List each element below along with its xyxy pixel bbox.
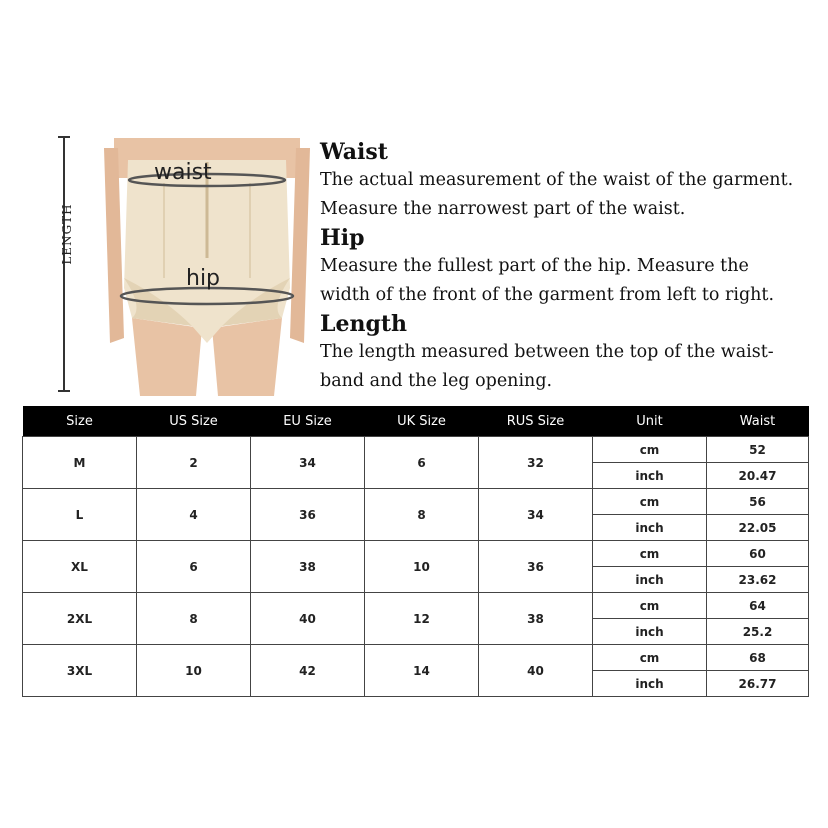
hip-label: hip [186,266,221,291]
cell-eu-size: 36 [251,489,365,541]
cell-size: M [23,437,137,489]
table-row [23,593,809,619]
cell-size: XL [23,541,137,593]
cell-waist: 56 [707,489,809,515]
header-size: Size [23,406,137,437]
cell-waist: 60 [707,541,809,567]
cell-size: 3XL [23,645,137,697]
header-waist: Waist [707,406,809,437]
cell-unit: cm [593,593,707,619]
cell-unit: cm [593,645,707,671]
header-uk-size: UK Size [365,406,479,437]
cell-waist: 23.62 [707,567,809,593]
table-row [23,541,809,567]
cell-waist: 22.05 [707,515,809,541]
header-eu-size: EU Size [251,406,365,437]
cell-eu-size: 38 [251,541,365,593]
cell-unit: cm [593,541,707,567]
garment-illustration [40,132,310,396]
table-row [23,489,809,515]
cell-rus-size: 36 [479,541,593,593]
cell-rus-size: 34 [479,489,593,541]
model-figure [104,138,310,396]
size-chart-table [22,406,809,697]
cell-size: L [23,489,137,541]
length-heading: Length [320,311,408,337]
cell-waist: 64 [707,593,809,619]
table-row [23,645,809,671]
cell-uk-size: 8 [365,489,479,541]
cell-rus-size: 32 [479,437,593,489]
waist-desc-line1: The actual measurement of the waist of the garment. [320,170,794,190]
cell-uk-size: 14 [365,645,479,697]
cell-us-size: 8 [137,593,251,645]
cell-rus-size: 38 [479,593,593,645]
length-desc-line1: The length measured between the top of the waist- [320,342,774,362]
cell-us-size: 6 [137,541,251,593]
cell-eu-size: 40 [251,593,365,645]
cell-us-size: 10 [137,645,251,697]
hip-desc-line1: Measure the fullest part of the hip. Measure the [320,256,749,276]
cell-eu-size: 42 [251,645,365,697]
length-label: LENGTH [60,203,74,265]
header-us-size: US Size [137,406,251,437]
cell-uk-size: 10 [365,541,479,593]
waist-desc-line2: Measure the narrowest part of the waist. [320,199,686,219]
table-header-row [23,406,809,437]
waist-label: waist [154,160,212,185]
header-unit: Unit [593,406,707,437]
header-rus-size: RUS Size [479,406,593,437]
cell-us-size: 4 [137,489,251,541]
cell-waist: 25.2 [707,619,809,645]
cell-waist: 26.77 [707,671,809,697]
cell-eu-size: 34 [251,437,365,489]
cell-unit: inch [593,567,707,593]
waist-heading: Waist [320,139,388,165]
cell-unit: cm [593,437,707,463]
cell-us-size: 2 [137,437,251,489]
cell-size: 2XL [23,593,137,645]
cell-uk-size: 6 [365,437,479,489]
cell-unit: inch [593,671,707,697]
cell-uk-size: 12 [365,593,479,645]
measurement-description [320,138,820,396]
hip-desc-line2: width of the front of the garment from left to right. [320,285,775,305]
cell-unit: inch [593,619,707,645]
cell-unit: inch [593,515,707,541]
cell-waist: 52 [707,437,809,463]
cell-unit: inch [593,463,707,489]
length-desc-line2: band and the leg opening. [320,371,553,391]
table-row [23,437,809,463]
cell-unit: cm [593,489,707,515]
cell-rus-size: 40 [479,645,593,697]
hip-heading: Hip [320,225,365,251]
cell-waist: 20.47 [707,463,809,489]
cell-waist: 68 [707,645,809,671]
